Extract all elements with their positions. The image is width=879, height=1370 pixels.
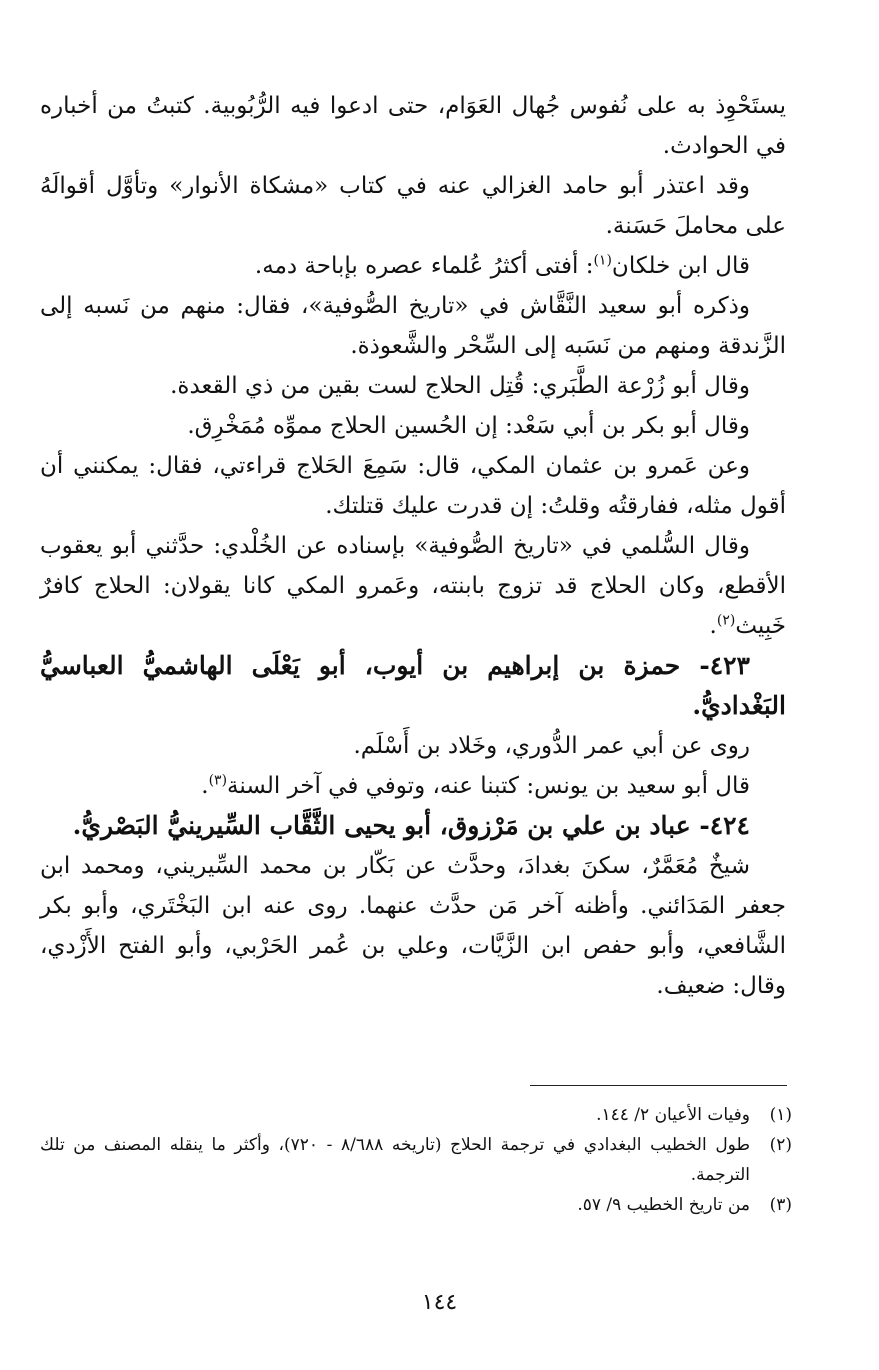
paragraph-amr-makki: وعن عَمرو بن عثمان المكي، قال: سَمِعَ الحَلاج قراءتي، فقال: يمكنني أن أقول مثله، ففارقتُه وقلتُ: إن قدرت عليك قتلتك. <box>40 453 786 519</box>
footnotes <box>40 1100 792 1220</box>
paragraph-abbad: شيخٌ مُعَمَّرٌ، سكنَ بغدادَ، وحدَّث عن بَكّار بن محمد السِّيريني، ومحمد ابن جعفر المَدَائني. وأظنه آخر مَن حدَّث عنهما. روى عنه ابن البَخْتَري، وأبو بكر الشَّافعي، وأبو حفص ابن الزَّيَّات، وعلي بن عُمر الحَرْبي، وأبو الفتح الأَزْدي، وقال: ضعيف. <box>40 853 786 999</box>
footnote-text: وفيات الأعيان ٢/ ١٤٤. <box>596 1105 750 1125</box>
main-text <box>40 86 786 1006</box>
footnote-ref-3: (٣) <box>208 772 228 789</box>
paragraph-sulami <box>40 526 786 646</box>
paragraph-naqqash: وذكره أبو سعيد النَّقَّاش في «تاريخ الصُّوفية»، فقال: منهم من نَسبه إلى الزَّندقة ومنهم من نَسَبه إلى السِّحْر والشَّعوذة. <box>40 293 786 359</box>
footnote-text: طول الخطيب البغدادي في ترجمة الحلاج (تاريخه ٨/٦٨٨ - ٧٢٠)، وأكثر ما ينقله المصنف من تلك الترجمة. <box>40 1135 750 1185</box>
footnote-number: (٢) <box>769 1135 792 1155</box>
footnote-divider <box>530 1085 787 1086</box>
footnote-text: من تاريخ الخطيب ٩/ ٥٧. <box>577 1195 750 1215</box>
paragraph-ibn-yunus-text: قال أبو سعيد بن يونس: كتبنا عنه، وتوفي في آخر السنة <box>227 773 750 799</box>
footnote-3 <box>40 1190 792 1220</box>
paragraph-sulami-text: وقال السُّلمي في «تاريخ الصُّوفية» بإسناده عن الخُلْدي: حدَّثني أبو يعقوب الأقطع، وكان الحلاج قد تزوج بابنته، وعَمرو المكي كانا يقولان: الحلاج كافرٌ خَبِيث <box>40 533 786 639</box>
paragraph-ibn-khallikan-rest: : أفتى أكثرُ عُلماء عصره بإباحة دمه. <box>254 253 594 279</box>
footnote-ref-2: (٢) <box>716 612 736 629</box>
paragraph-tabari: وقال أبو زُرْعة الطَّبَري: قُتِل الحلاج لست بقين من ذي القعدة. <box>170 373 750 399</box>
paragraph-riwaya: روى عن أبي عمر الدُّوري، وخَلاد بن أَسْلَم. <box>353 733 750 759</box>
entry-heading-424: ٤٢٤- عباد بن علي بن مَرْزوق، أبو يحيى الثَّقَّاب السِّيرينيُّ البَصْريُّ. <box>72 811 750 840</box>
page-number: ١٤٤ <box>421 1290 458 1315</box>
paragraph-1: يستَحْوِذ به على نُفوس جُهال العَوَام، حتى ادعوا فيه الرُّبُوبية. كتبتُ من أخباره في الحوادث. <box>40 93 786 159</box>
footnote-number: (٣) <box>769 1195 792 1215</box>
paragraph-abu-bakr: وقال أبو بكر بن أبي سَعْد: إن الحُسين الحلاج مموِّه مُمَخْرِق. <box>187 413 750 439</box>
paragraph-ibn-yunus-end: . <box>201 773 209 799</box>
paragraph-ghazali: وقد اعتذر أبو حامد الغزالي عنه في كتاب «مشكاة الأنوار» وتأوَّل أقوالَهُ على محاملَ حَسَنة. <box>40 173 786 239</box>
paragraph-ibn-khallikan <box>40 246 786 286</box>
paragraph-sulami-end: . <box>709 613 717 639</box>
footnote-2 <box>40 1130 792 1190</box>
footnote-1 <box>40 1100 792 1130</box>
paragraph-ibn-khallikan-text: قال ابن خلكان <box>611 253 750 279</box>
footnote-ref-1: (١) <box>593 252 612 269</box>
entry-heading-423: ٤٢٣- حمزة بن إبراهيم بن أيوب، أبو يَعْلَى الهاشميُّ العباسيُّ البَغْداديُّ. <box>40 651 786 720</box>
footnote-number: (١) <box>769 1105 792 1125</box>
paragraph-ibn-yunus <box>40 766 786 806</box>
